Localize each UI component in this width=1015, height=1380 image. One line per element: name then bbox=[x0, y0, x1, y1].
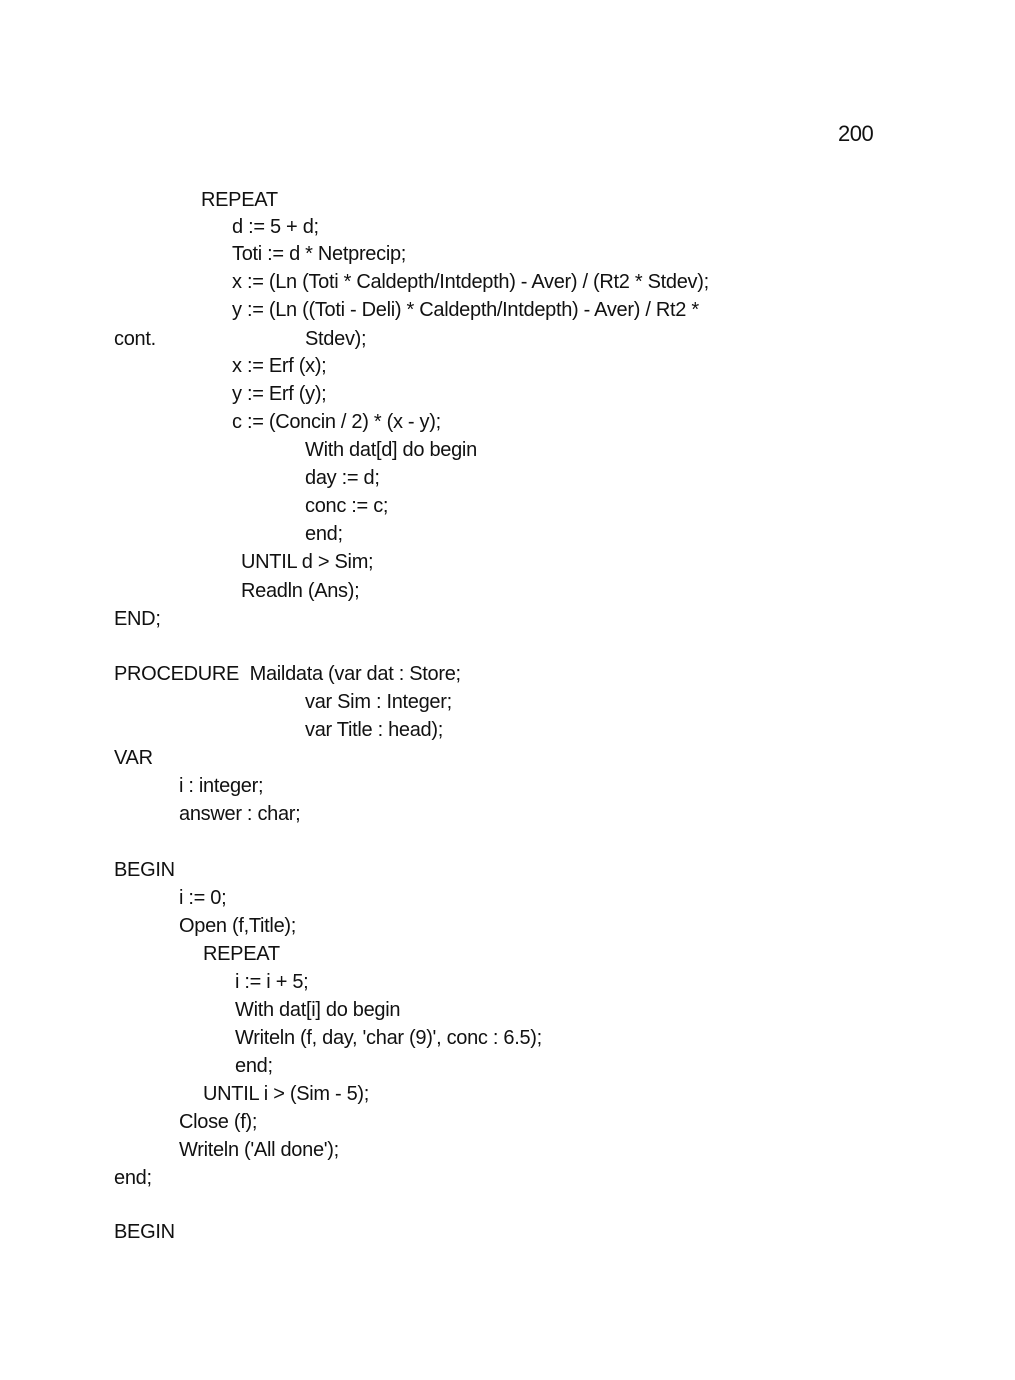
code-line-y-assign: y := (Ln ((Toti - Deli) * Caldepth/Intdepth) - Aver) / Rt2 * bbox=[232, 299, 699, 321]
code-line-y-erf: y := Erf (y); bbox=[232, 383, 327, 405]
code-line-toti-assign: Toti := d * Netprecip; bbox=[232, 243, 407, 265]
code-line-readln: Readln (Ans); bbox=[241, 580, 360, 602]
code-line-x-assign: x := (Ln (Toti * Caldepth/Intdepth) - Aver) / (Rt2 * Stdev); bbox=[232, 271, 709, 293]
code-line-day-assign: day := d; bbox=[305, 467, 380, 489]
code-line-begin-main: BEGIN bbox=[114, 1221, 175, 1243]
code-line-until-i: UNTIL i > (Sim - 5); bbox=[203, 1083, 370, 1105]
cont-margin-note: cont. bbox=[114, 328, 156, 350]
code-line-i-decl: i : integer; bbox=[179, 775, 264, 797]
code-line-repeat: REPEAT bbox=[201, 189, 278, 211]
code-line-i-increment: i := i + 5; bbox=[235, 971, 309, 993]
code-line-answer-decl: answer : char; bbox=[179, 803, 301, 825]
code-line-until-sim: UNTIL d > Sim; bbox=[241, 551, 374, 573]
code-line-end-procedure: END; bbox=[114, 608, 161, 630]
page-number: 200 bbox=[838, 121, 874, 146]
code-line-param-title: var Title : head); bbox=[305, 719, 443, 741]
code-line-end-with-2: end; bbox=[235, 1055, 273, 1077]
code-line-i-init: i := 0; bbox=[179, 887, 227, 909]
code-line-var: VAR bbox=[114, 747, 153, 769]
code-line-param-sim: var Sim : Integer; bbox=[305, 691, 452, 713]
code-line-x-erf: x := Erf (x); bbox=[232, 355, 327, 377]
code-line-writeln-done: Writeln ('All done'); bbox=[179, 1139, 339, 1161]
code-line-conc-assign: conc := c; bbox=[305, 495, 389, 517]
code-line-repeat-2: REPEAT bbox=[203, 943, 280, 965]
code-line-d-assign: d := 5 + d; bbox=[232, 216, 319, 238]
code-line-stdev: Stdev); bbox=[305, 328, 367, 350]
code-line-with-dat-i: With dat[i] do begin bbox=[235, 999, 401, 1021]
code-line-open: Open (f,Title); bbox=[179, 915, 297, 937]
code-line-end-with: end; bbox=[305, 523, 343, 545]
code-line-begin: BEGIN bbox=[114, 859, 175, 881]
code-line-writeln-record: Writeln (f, day, 'char (9)', conc : 6.5); bbox=[235, 1027, 542, 1049]
code-line-procedure-header: PROCEDURE Maildata (var dat : Store; bbox=[114, 663, 461, 685]
code-line-end-lower: end; bbox=[114, 1167, 152, 1189]
code-line-close: Close (f); bbox=[179, 1111, 258, 1133]
code-line-with-dat-d: With dat[d] do begin bbox=[305, 439, 477, 461]
code-line-c-assign: c := (Concin / 2) * (x - y); bbox=[232, 411, 441, 433]
